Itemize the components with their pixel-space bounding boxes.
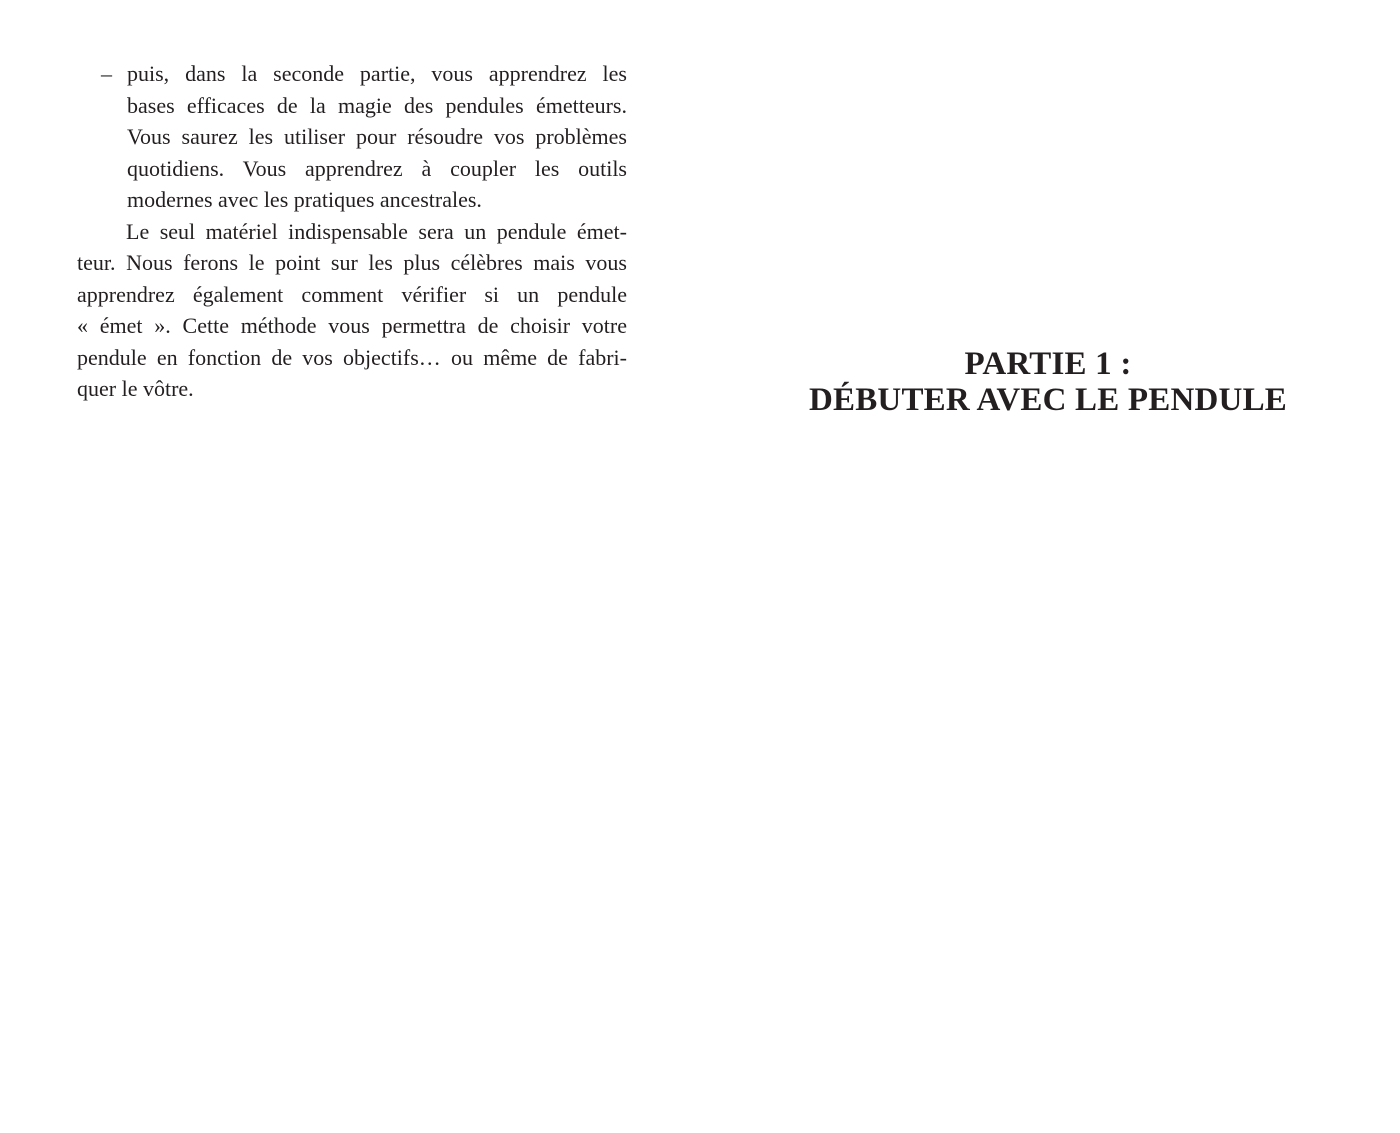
bullet-line: puis, dans la seconde partie, vous apprendrez les — [127, 61, 627, 86]
left-page — [77, 58, 627, 405]
bullet-dash: – — [101, 61, 112, 86]
part-title-line1: PARTIE 1 : — [964, 346, 1132, 382]
bullet-line: quotidiens. Vous apprendrez à coupler les outils — [127, 155, 627, 181]
paragraph-line: teur. Nous ferons le point sur les plus célèbres mais vous — [77, 250, 627, 275]
paragraph-line: « émet ». Cette méthode vous permettra de choisir votre — [77, 313, 627, 338]
paragraph-line: Le seul matériel indispensable sera un pendule émet- — [126, 218, 627, 244]
bullet-line: Vous saurez les utiliser pour résoudre vos problèmes — [127, 124, 627, 149]
body-paragraph — [77, 216, 627, 405]
paragraph-line: apprendrez également comment vérifier si un pendule — [77, 281, 627, 307]
bullet-line: modernes avec les pratiques ancestrales. — [127, 187, 482, 212]
paragraph-line: quer le vôtre. — [77, 376, 194, 401]
paragraph-line: pendule en fonction de vos objectifs… ou même de fabri- — [77, 344, 627, 370]
right-page — [700, 0, 1400, 1133]
bullet-item — [77, 58, 627, 216]
part-title-line2: DÉBUTER AVEC LE PENDULE — [808, 382, 1288, 418]
bullet-line: bases efficaces de la magie des pendules émetteurs. — [127, 92, 627, 118]
part-title — [700, 346, 1396, 418]
